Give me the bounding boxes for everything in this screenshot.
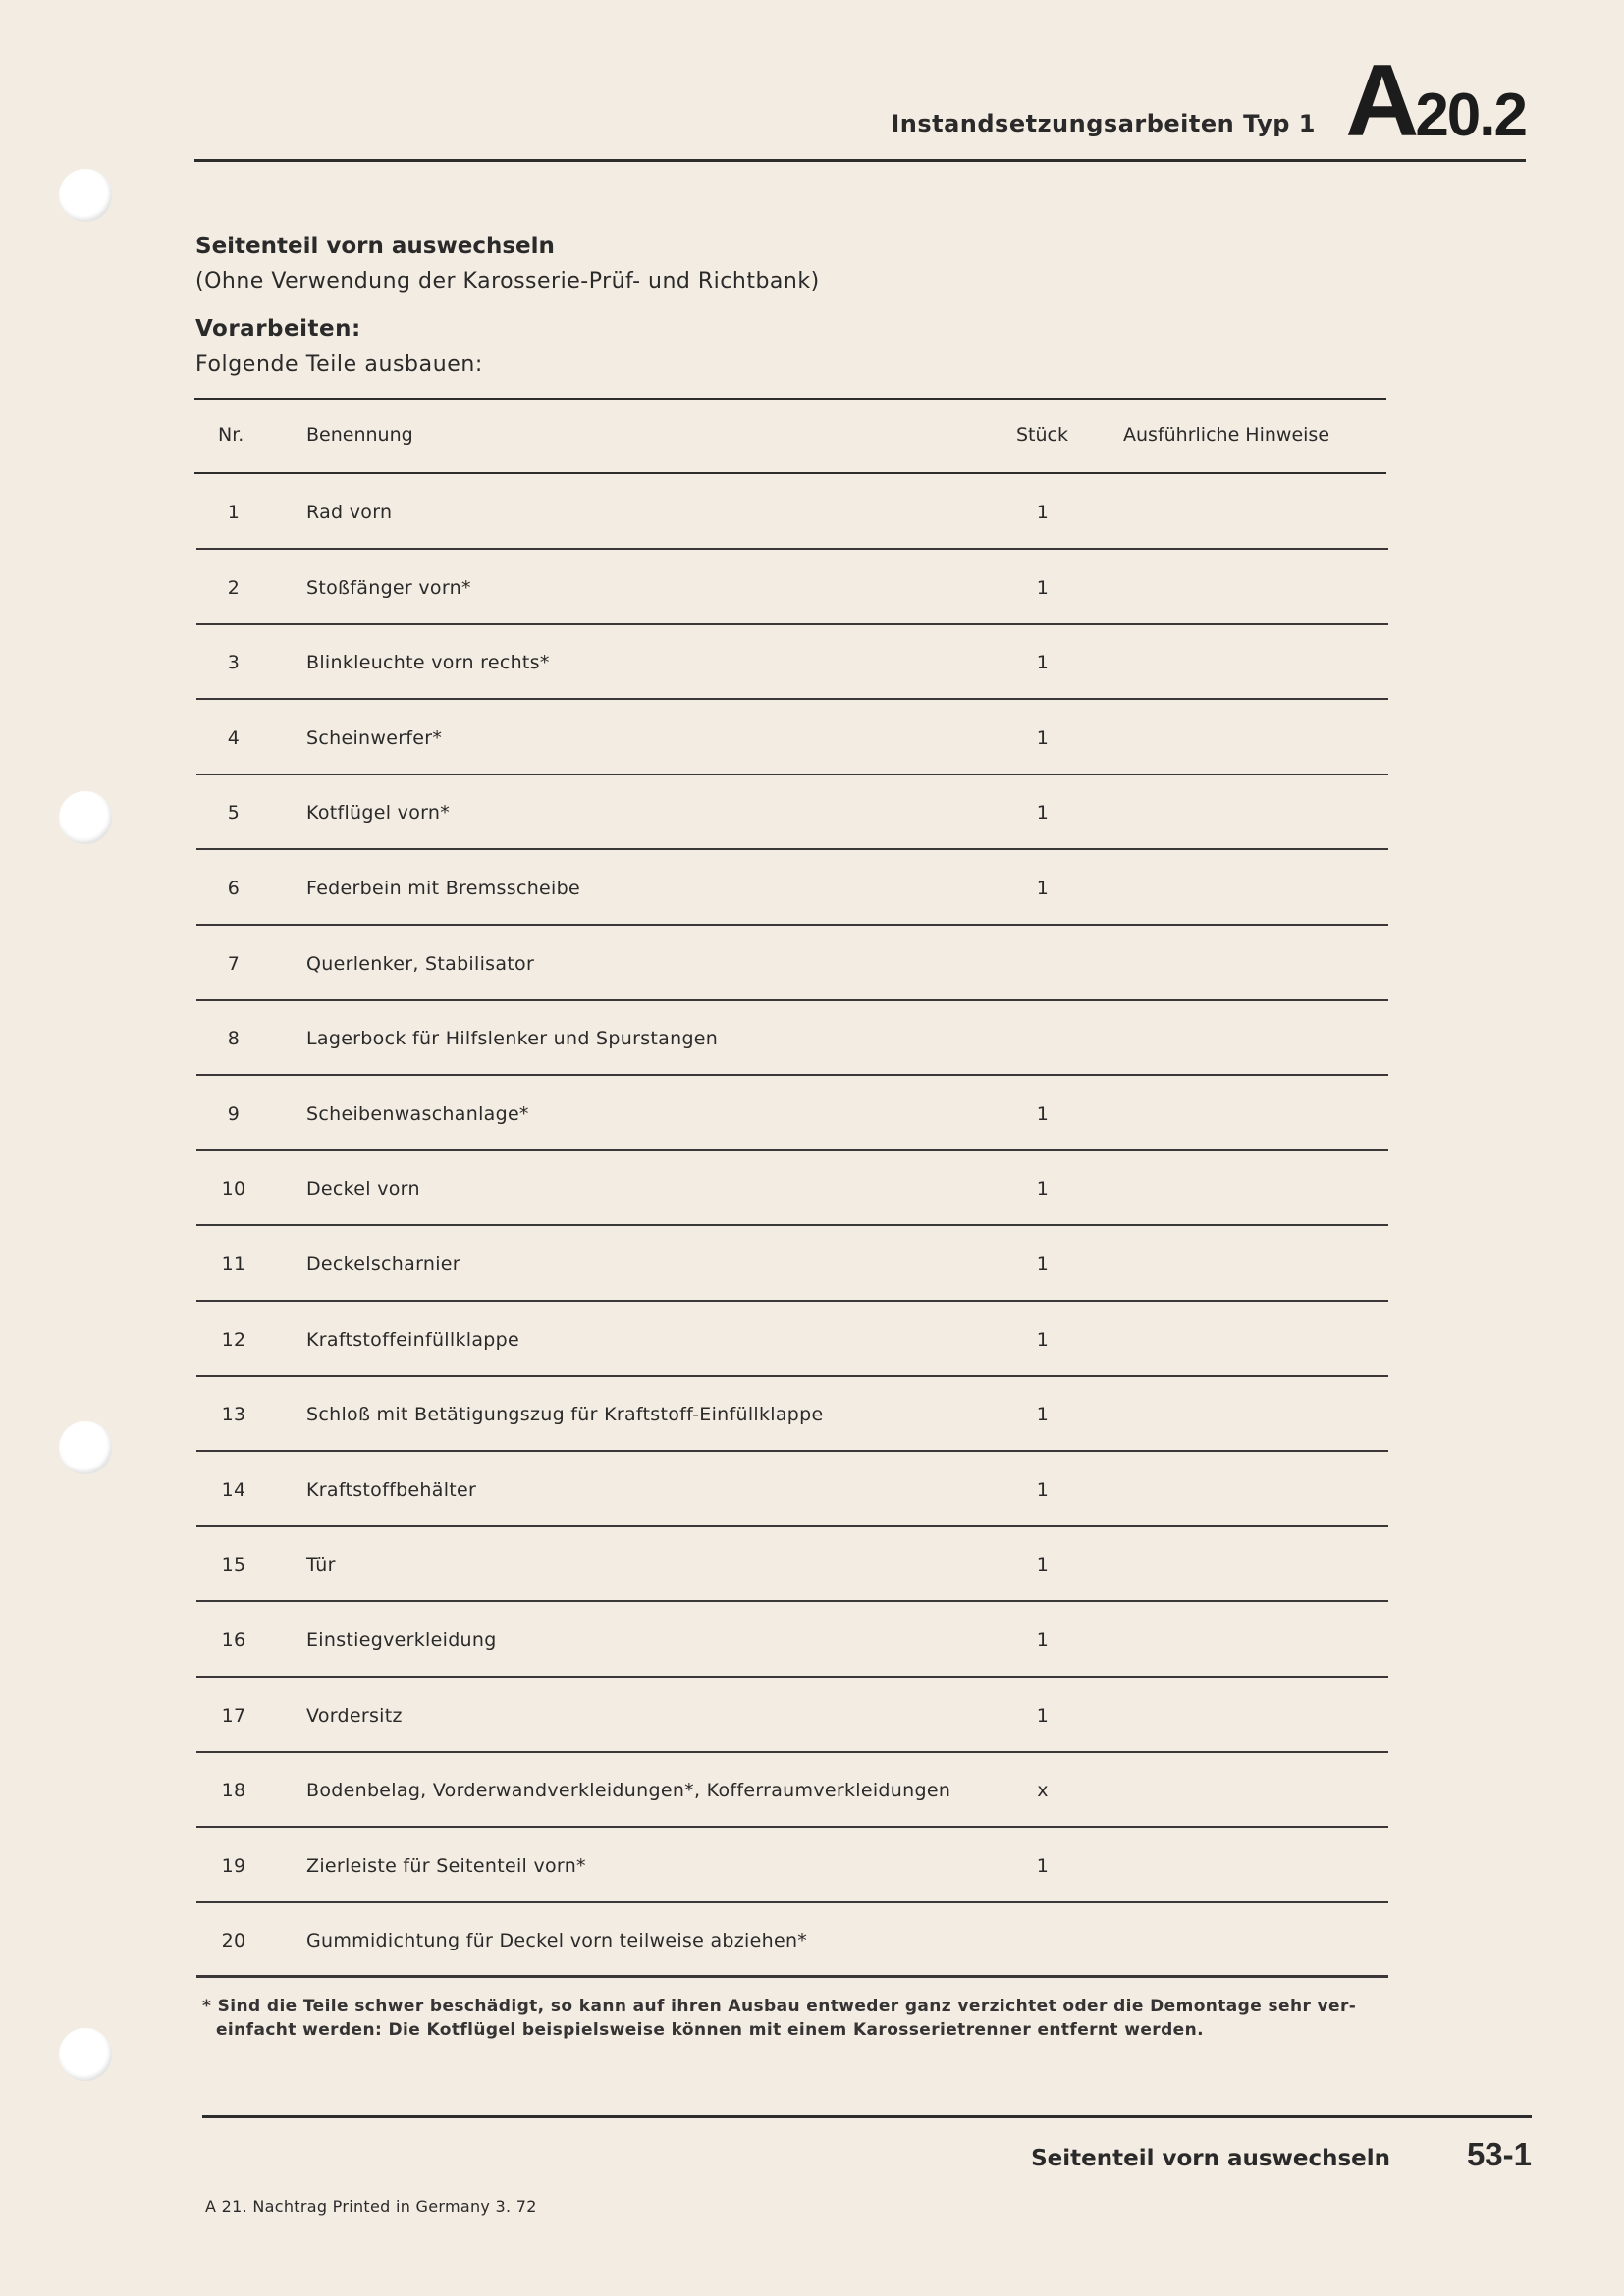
row-number: 7 bbox=[227, 952, 241, 975]
row-number: 20 bbox=[221, 1930, 246, 1952]
row-part-name: Gummidichtung für Deckel vorn teilweise abziehen* bbox=[306, 1930, 808, 1952]
row-number: 4 bbox=[227, 726, 241, 749]
row-part-name: Lagerbock für Hilfslenker und Spurstangen bbox=[306, 1028, 719, 1050]
footer-title: Seitenteil vorn auswechseln bbox=[1031, 2146, 1390, 2171]
code-number: 20.2 bbox=[1415, 81, 1526, 149]
row-quantity: 1 bbox=[1036, 1254, 1050, 1275]
table-row bbox=[196, 1000, 1388, 1076]
row-number: 18 bbox=[221, 1780, 246, 1802]
col-header-nr: Nr. bbox=[218, 424, 244, 446]
row-part-name: Bodenbelag, Vorderwandverkleidungen*, Kofferraumverkleidungen bbox=[306, 1780, 951, 1802]
row-part-name: Vordersitz bbox=[306, 1704, 403, 1727]
table-row bbox=[196, 1376, 1388, 1452]
row-part-name: Scheibenwaschanlage* bbox=[306, 1102, 529, 1125]
prework-intro: Folgende Teile ausbauen: bbox=[195, 352, 483, 377]
table-row bbox=[196, 550, 1388, 625]
punch-hole bbox=[59, 2028, 112, 2081]
row-number: 12 bbox=[221, 1328, 246, 1351]
footnote-line-1: * Sind die Teile schwer beschädigt, so kann auf ihren Ausbau entweder ganz verzichtet oder die Demontage sehr ver- bbox=[202, 1997, 1357, 2016]
row-divider bbox=[196, 1975, 1388, 1978]
row-part-name: Einstiegverkleidung bbox=[306, 1629, 497, 1651]
table-top-rule bbox=[194, 398, 1386, 400]
row-part-name: Deckel vorn bbox=[306, 1178, 420, 1201]
col-header-name: Benennung bbox=[306, 424, 413, 446]
row-part-name: Kraftstoffbehälter bbox=[306, 1478, 477, 1501]
table-row bbox=[196, 1602, 1388, 1678]
row-number: 3 bbox=[227, 652, 241, 674]
row-part-name: Stoßfänger vorn* bbox=[306, 576, 471, 599]
row-quantity: 1 bbox=[1036, 1178, 1050, 1201]
row-part-name: Federbein mit Bremsscheibe bbox=[306, 878, 580, 899]
page-code bbox=[1345, 43, 1526, 160]
row-part-name: Schloß mit Betätigungszug für Kraftstoff-Einfüllklappe bbox=[306, 1404, 824, 1426]
page-title: Seitenteil vorn auswechseln bbox=[195, 234, 555, 259]
row-number: 15 bbox=[221, 1554, 246, 1576]
col-header-qty: Stück bbox=[1016, 424, 1069, 446]
row-quantity: 1 bbox=[1036, 502, 1050, 523]
table-row bbox=[196, 1752, 1388, 1828]
row-quantity: 1 bbox=[1036, 1404, 1050, 1426]
punch-hole bbox=[59, 169, 112, 222]
table-row bbox=[196, 1902, 1388, 1978]
col-header-notes: Ausführliche Hinweise bbox=[1123, 424, 1330, 446]
row-part-name: Kraftstoffeinfüllklappe bbox=[306, 1328, 520, 1351]
row-quantity: 1 bbox=[1036, 802, 1050, 825]
row-quantity: 1 bbox=[1036, 726, 1050, 749]
prework-heading: Vorarbeiten: bbox=[195, 316, 361, 342]
header-rule bbox=[194, 159, 1526, 162]
table-row bbox=[196, 1226, 1388, 1302]
footer-rule bbox=[202, 2115, 1532, 2118]
table-row bbox=[196, 1452, 1388, 1527]
row-number: 16 bbox=[221, 1629, 246, 1651]
print-info: A 21. Nachtrag Printed in Germany 3. 72 bbox=[205, 2197, 537, 2216]
row-part-name: Kotflügel vorn* bbox=[306, 802, 451, 825]
row-quantity: 1 bbox=[1036, 1629, 1050, 1651]
punch-hole bbox=[59, 791, 112, 844]
row-quantity: 1 bbox=[1036, 1854, 1050, 1877]
row-quantity: 1 bbox=[1036, 1704, 1050, 1727]
row-quantity: 1 bbox=[1036, 576, 1050, 599]
row-quantity: x bbox=[1037, 1780, 1049, 1802]
row-number: 8 bbox=[227, 1028, 241, 1050]
row-number: 9 bbox=[227, 1102, 241, 1125]
row-number: 19 bbox=[221, 1854, 246, 1877]
table-row bbox=[196, 624, 1388, 700]
table-row bbox=[196, 1828, 1388, 1903]
table-row bbox=[196, 1526, 1388, 1602]
row-number: 13 bbox=[221, 1404, 246, 1426]
row-quantity: 1 bbox=[1036, 1554, 1050, 1576]
table-row bbox=[196, 774, 1388, 850]
row-quantity: 1 bbox=[1036, 1478, 1050, 1501]
table-row bbox=[196, 474, 1388, 550]
row-part-name: Querlenker, Stabilisator bbox=[306, 952, 535, 975]
row-number: 10 bbox=[221, 1178, 246, 1201]
punch-hole bbox=[59, 1421, 112, 1474]
row-part-name: Zierleiste für Seitenteil vorn* bbox=[306, 1854, 586, 1877]
row-part-name: Tür bbox=[306, 1554, 336, 1576]
table-row bbox=[196, 1150, 1388, 1226]
row-part-name: Scheinwerfer* bbox=[306, 726, 443, 749]
table-row bbox=[196, 1302, 1388, 1377]
row-quantity: 1 bbox=[1036, 1102, 1050, 1125]
row-part-name: Blinkleuchte vorn rechts* bbox=[306, 652, 550, 674]
page-number: 53-1 bbox=[1466, 2136, 1532, 2172]
row-number: 2 bbox=[227, 576, 241, 599]
row-number: 1 bbox=[227, 502, 241, 523]
table-row bbox=[196, 1076, 1388, 1151]
table-row bbox=[196, 926, 1388, 1001]
row-quantity: 1 bbox=[1036, 652, 1050, 674]
footnote-line-2: einfacht werden: Die Kotflügel beispielsweise können mit einem Karosserietrenner entfernt werden. bbox=[216, 2020, 1204, 2040]
row-quantity: 1 bbox=[1036, 878, 1050, 899]
row-number: 6 bbox=[227, 878, 241, 899]
table-row bbox=[196, 700, 1388, 775]
row-number: 17 bbox=[221, 1704, 246, 1727]
page-subtitle: (Ohne Verwendung der Karosserie-Prüf- und Richtbank) bbox=[195, 269, 820, 294]
table-row bbox=[196, 1678, 1388, 1753]
row-part-name: Deckelscharnier bbox=[306, 1254, 460, 1275]
table-row bbox=[196, 850, 1388, 926]
row-number: 14 bbox=[221, 1478, 246, 1501]
section-header: Instandsetzungsarbeiten Typ 1 bbox=[891, 110, 1316, 137]
row-quantity: 1 bbox=[1036, 1328, 1050, 1351]
row-number: 5 bbox=[227, 802, 241, 825]
code-letter: A bbox=[1345, 44, 1416, 158]
row-number: 11 bbox=[221, 1254, 246, 1275]
row-part-name: Rad vorn bbox=[306, 502, 393, 523]
